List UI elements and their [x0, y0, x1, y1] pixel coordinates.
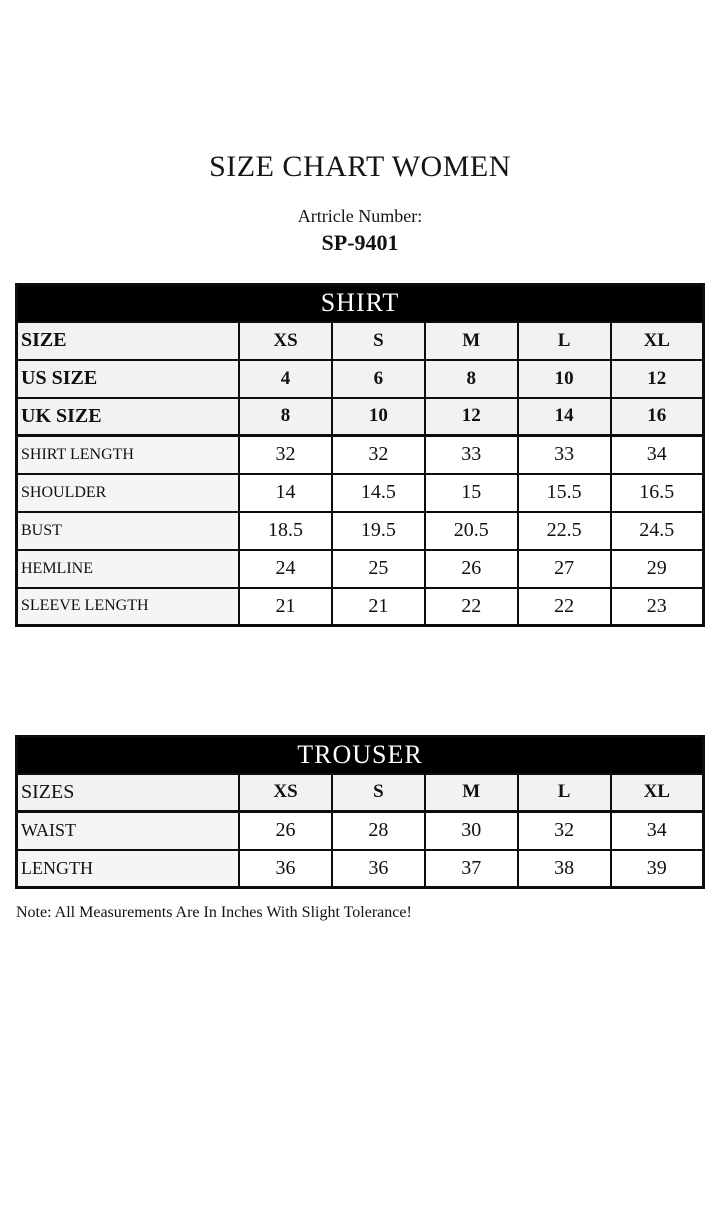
size-cell: 8 [239, 398, 332, 436]
table-row [17, 588, 704, 626]
article-number-value: SP-9401 [321, 230, 399, 255]
row-label: SHIRT LENGTH [17, 436, 240, 474]
shirt-table-banner: SHIRT [17, 285, 704, 322]
size-cell: XL [611, 774, 704, 812]
table-row [17, 285, 704, 322]
measure-cell: 30 [425, 812, 518, 850]
measure-cell: 23 [611, 588, 704, 626]
measure-cell: 26 [425, 550, 518, 588]
measure-cell: 24 [239, 550, 332, 588]
table-row [17, 812, 704, 850]
measure-cell: 18.5 [239, 512, 332, 550]
table-row [17, 398, 704, 436]
size-cell: 10 [518, 360, 611, 398]
measure-cell: 27 [518, 550, 611, 588]
size-cell: M [425, 322, 518, 360]
size-cell: S [332, 774, 425, 812]
table-row [17, 474, 704, 512]
size-cell: XS [239, 774, 332, 812]
measure-cell: 22 [518, 588, 611, 626]
size-cell: 8 [425, 360, 518, 398]
measure-cell: 22.5 [518, 512, 611, 550]
size-cell: XL [611, 322, 704, 360]
table-row [17, 737, 704, 774]
size-cell: S [332, 322, 425, 360]
size-cell: 12 [611, 360, 704, 398]
row-label: HEMLINE [17, 550, 240, 588]
size-cell: 4 [239, 360, 332, 398]
size-cell: M [425, 774, 518, 812]
measure-cell: 14 [239, 474, 332, 512]
measure-cell: 15 [425, 474, 518, 512]
trouser-size-table [15, 735, 705, 889]
row-label: US SIZE [17, 360, 240, 398]
trouser-table-banner: TROUSER [17, 737, 704, 774]
size-cell: 12 [425, 398, 518, 436]
measure-cell: 22 [425, 588, 518, 626]
row-label: SHOULDER [17, 474, 240, 512]
size-cell: 16 [611, 398, 704, 436]
measure-cell: 28 [332, 812, 425, 850]
measure-cell: 15.5 [518, 474, 611, 512]
measure-cell: 32 [239, 436, 332, 474]
measurement-note: Note: All Measurements Are In Inches With Slight Tolerance! [16, 904, 412, 921]
measure-cell: 36 [239, 850, 332, 888]
table-row [17, 322, 704, 360]
size-cell: 6 [332, 360, 425, 398]
table-row [17, 550, 704, 588]
table-row [17, 850, 704, 888]
page-title: SIZE CHART WOMEN [209, 150, 511, 183]
measure-cell: 14.5 [332, 474, 425, 512]
measure-cell: 20.5 [425, 512, 518, 550]
article-number-label: Artricle Number: [297, 206, 423, 226]
measure-cell: 26 [239, 812, 332, 850]
measure-cell: 33 [425, 436, 518, 474]
row-label: LENGTH [17, 850, 240, 888]
row-label: SIZE [17, 322, 240, 360]
measure-cell: 36 [332, 850, 425, 888]
measure-cell: 34 [611, 812, 704, 850]
table-row [17, 360, 704, 398]
row-label: UK SIZE [17, 398, 240, 436]
measure-cell: 25 [332, 550, 425, 588]
measure-cell: 34 [611, 436, 704, 474]
measure-cell: 19.5 [332, 512, 425, 550]
measure-cell: 32 [332, 436, 425, 474]
table-row [17, 436, 704, 474]
measure-cell: 29 [611, 550, 704, 588]
row-label: WAIST [17, 812, 240, 850]
measure-cell: 16.5 [611, 474, 704, 512]
row-label: SIZES [17, 774, 240, 812]
size-cell: L [518, 774, 611, 812]
measure-cell: 39 [611, 850, 704, 888]
size-cell: 10 [332, 398, 425, 436]
shirt-size-table [15, 283, 705, 627]
row-label: BUST [17, 512, 240, 550]
row-label: SLEEVE LENGTH [17, 588, 240, 626]
table-row [17, 512, 704, 550]
size-cell: L [518, 322, 611, 360]
measure-cell: 24.5 [611, 512, 704, 550]
table-row [17, 774, 704, 812]
size-cell: XS [239, 322, 332, 360]
measure-cell: 33 [518, 436, 611, 474]
size-chart-page [0, 150, 720, 1230]
size-cell: 14 [518, 398, 611, 436]
measure-cell: 37 [425, 850, 518, 888]
measure-cell: 21 [332, 588, 425, 626]
measure-cell: 21 [239, 588, 332, 626]
measure-cell: 38 [518, 850, 611, 888]
measure-cell: 32 [518, 812, 611, 850]
